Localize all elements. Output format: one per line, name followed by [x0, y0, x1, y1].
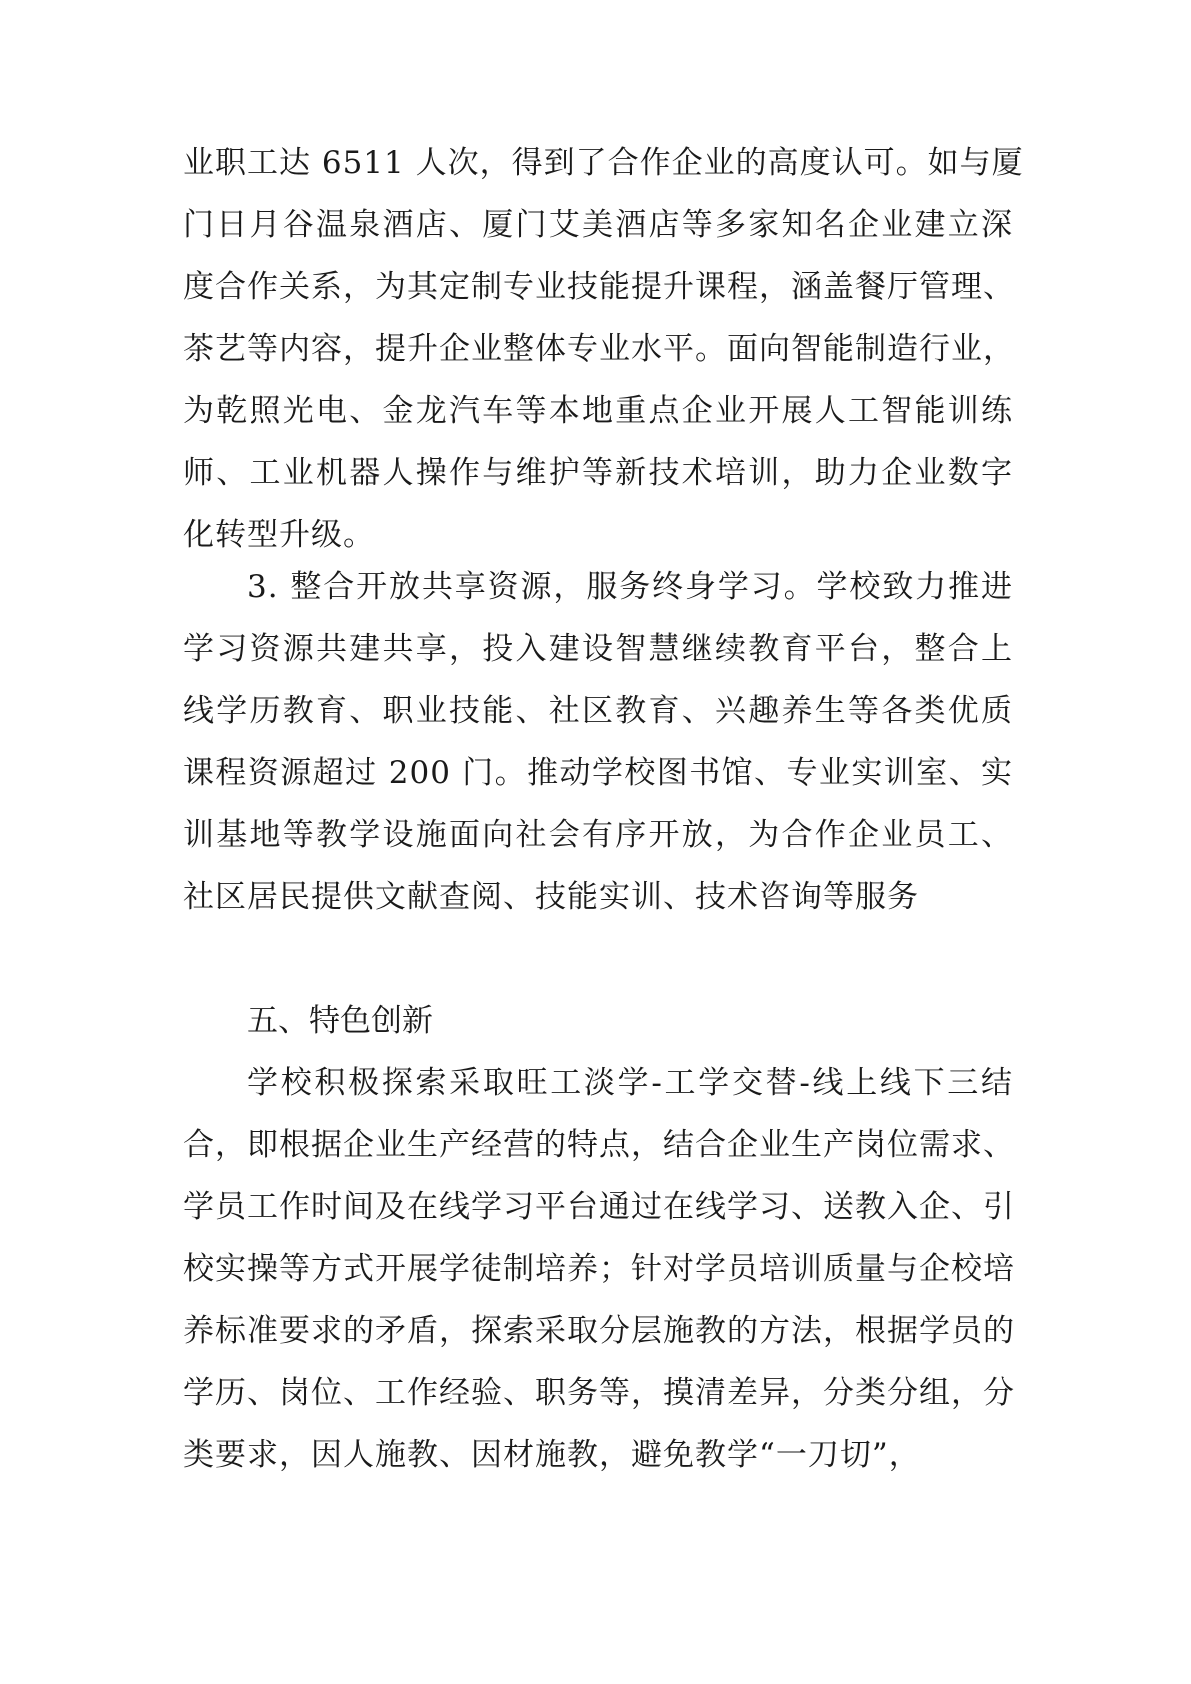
text-line: 合，即根据企业生产经营的特点，结合企业生产岗位需求、 — [183, 1127, 1015, 1163]
text-line: 线学历教育、职业技能、社区教育、兴趣养生等各类优质 — [183, 693, 1013, 729]
text-line: 学历、岗位、工作经验、职务等，摸清差异，分类分组，分 — [183, 1375, 1015, 1411]
paragraph-shared-resources — [183, 556, 1013, 928]
text-line: 门日月谷温泉酒店、厦门艾美酒店等多家知名企业建立深 — [183, 207, 1013, 243]
text-line: 业职工达 6511 人次，得到了合作企业的高度认可。如与厦 — [183, 145, 1024, 181]
text-line: 度合作关系，为其定制专业技能提升课程，涵盖餐厅管理、 — [183, 269, 1015, 305]
text-line: 学员工作时间及在线学习平台通过在线学习、送教入企、引 — [183, 1189, 1015, 1225]
text-line: 校实操等方式开展学徒制培养；针对学员培训质量与企校培 — [183, 1251, 1015, 1287]
text-line: 社区居民提供文献查阅、技能实训、技术咨询等服务 — [183, 879, 919, 915]
text-line: 学习资源共建共享，投入建设智慧继续教育平台，整合上 — [183, 631, 1013, 667]
section-heading: 五、特色创新 — [247, 1003, 433, 1039]
text-line: 课程资源超过 200 门。推动学校图书馆、专业实训室、实 — [183, 755, 1013, 791]
text-line: 养标准要求的矛盾，探索采取分层施教的方法，根据学员的 — [183, 1313, 1015, 1349]
text-line: 师、工业机器人操作与维护等新技术培训，助力企业数字 — [183, 455, 1013, 491]
text-line: 化转型升级。 — [183, 517, 375, 553]
text-line: 类要求，因人施教、因材施教，避免教学“一刀切”， — [183, 1437, 921, 1473]
text-line: 为乾照光电、金龙汽车等本地重点企业开展人工智能训练 — [183, 393, 1013, 429]
paragraph-enterprise-training — [183, 132, 1024, 566]
text-line: 茶艺等内容，提升企业整体专业水平。面向智能制造行业， — [183, 331, 1015, 367]
text-line: 3. 整合开放共享资源，服务终身学习。学校致力推进 — [247, 569, 1013, 605]
paragraph-innovation — [183, 1052, 1013, 1486]
text-line: 学校积极探索采取旺工淡学-工学交替-线上线下三结 — [247, 1065, 1013, 1101]
text-line: 训基地等教学设施面向社会有序开放，为合作企业员工、 — [183, 817, 1013, 853]
